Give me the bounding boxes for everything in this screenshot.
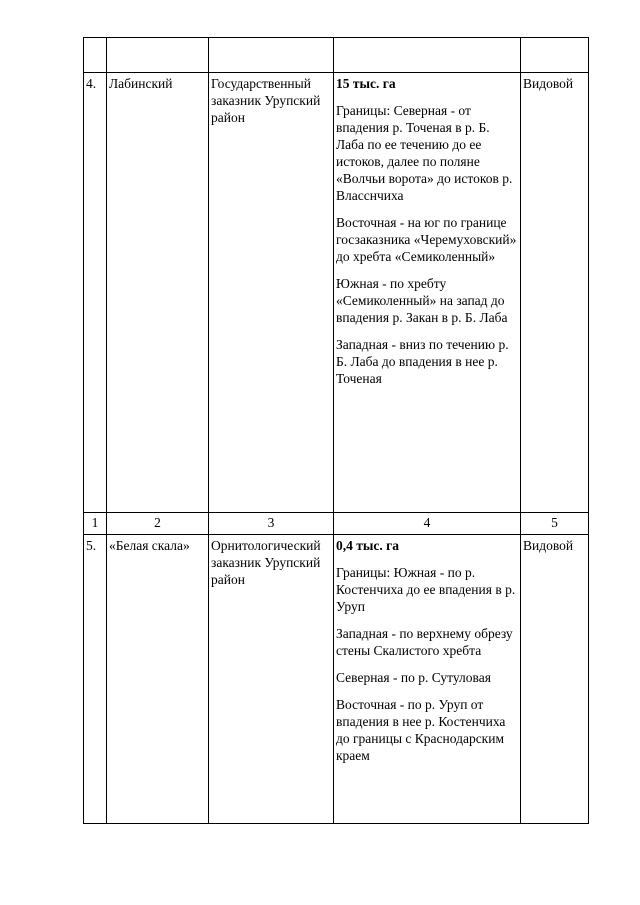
row-number: 4. [84,73,107,513]
table-cell [84,38,107,73]
reserve-type: Орнитологический заказник Урупский район [209,535,334,824]
reserve-profile: Видовой [521,535,589,824]
table-cell [334,38,521,73]
boundary-text: Южная - по хребту «Семиколенный» на запад до впадения р. Закан в р. Б. Лаба [336,276,508,325]
reserve-profile: Видовой [521,73,589,513]
reserve-description [334,73,521,513]
table-row [84,535,589,824]
column-number-row [84,513,589,535]
table-cell [209,38,334,73]
column-number: 3 [209,513,334,535]
reserve-area: 0,4 тыс. га [336,538,400,553]
reserve-name: Лабинский [107,73,209,513]
column-number: 2 [107,513,209,535]
boundary-text: Северная - по р. Сутуловая [336,670,491,685]
row-number: 5. [84,535,107,824]
boundary-text: Восточная - по р. Уруп от впадения в нее р. Костенчиха до границы с Краснодарским краем [336,697,506,763]
table-cell [107,38,209,73]
boundary-text: Западная - по верхнему обрезу стены Скалистого хребта [336,626,513,658]
boundary-text: Западная - вниз по течению р. Б. Лаба до впадения в нее р. Точеная [336,337,509,386]
column-number: 1 [84,513,107,535]
reserve-description [334,535,521,824]
column-number: 5 [521,513,589,535]
boundary-text: Границы: Южная - по р. Костенчиха до ее впадения в р. Уруп [336,565,516,614]
boundary-text: Восточная - на юг по границе госзаказника «Черемуховский» до хребта «Семиколенный» [336,215,517,264]
reserves-table [83,37,589,824]
reserve-type: Государственный заказник Урупский район [209,73,334,513]
reserve-area: 15 тыс. га [336,76,396,91]
table-row [84,38,589,73]
column-number: 4 [334,513,521,535]
table-row [84,73,589,513]
reserve-name: «Белая скала» [107,535,209,824]
table-cell [521,38,589,73]
boundary-text: Границы: Северная - от впадения р. Точеная в р. Б. Лаба по ее течению до ее истоков, далее по поляне «Волчьи ворота» до истоков р. Власснчиха [336,103,513,203]
